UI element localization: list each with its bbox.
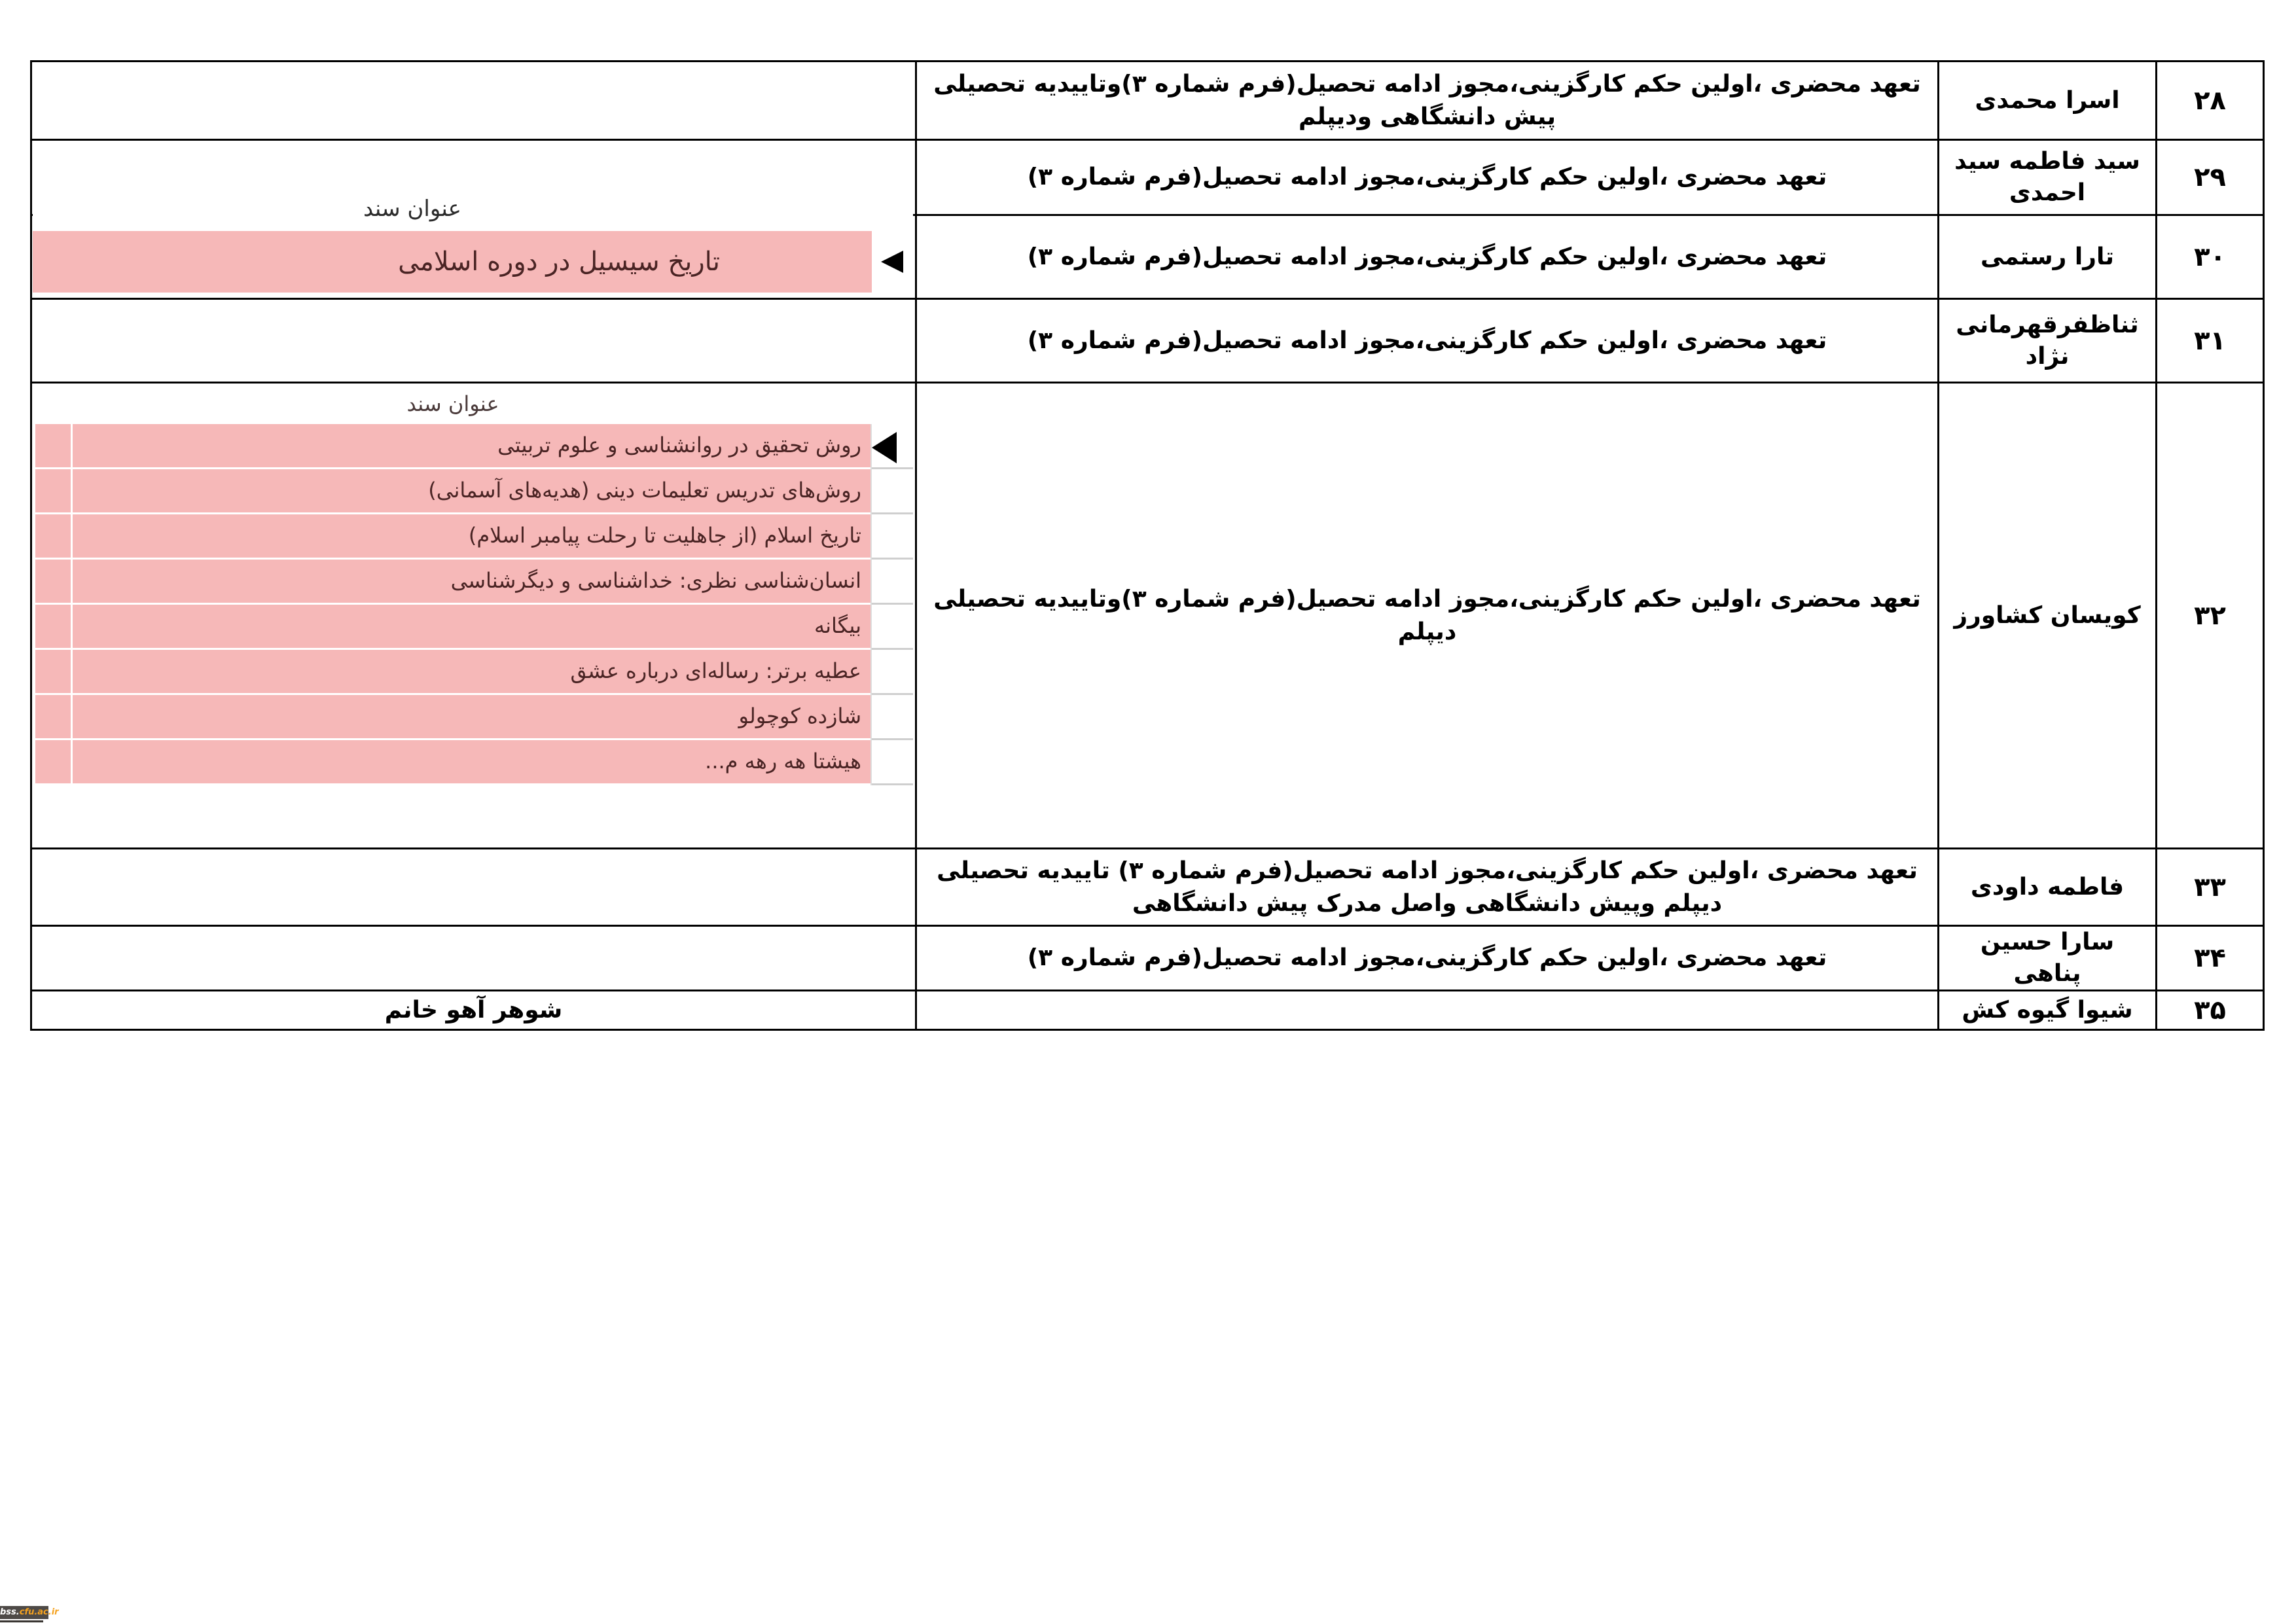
watermark-prefix: bss. (0, 1607, 20, 1617)
dropdown-item[interactable]: بیگانه (35, 605, 870, 650)
dropdown-item[interactable]: انسان‌شناسی نظری: خداشناسی و دیگرشناسی (35, 560, 870, 605)
table-row (31, 62, 2264, 140)
clipped-column-header: عنوان سند (363, 196, 461, 222)
table-row (31, 926, 2264, 991)
name-cell: سارا حسین پناهی (1939, 926, 2157, 991)
notes-cell (31, 62, 916, 140)
dropdown-overlay-small (33, 196, 913, 293)
row-number-cell: ۳۵ (2157, 991, 2264, 1030)
notes-cell (31, 849, 916, 926)
notes-cell (31, 299, 916, 383)
dropdown-item[interactable]: تاریخ سیسیل در دوره اسلامی (33, 231, 872, 293)
dropdown-item[interactable]: تاریخ اسلام (از جاهلیت تا رحلت پیامبر اسلام) (35, 514, 870, 560)
name-cell: اسرا محمدی (1939, 62, 2157, 140)
table-row (31, 849, 2264, 926)
documents-cell (916, 991, 1939, 1030)
column-header: عنوان سند (406, 391, 499, 416)
row-number-cell: ۳۱ (2157, 299, 2264, 383)
dropdown-item[interactable]: هیشتا هه رهه م... (35, 740, 870, 785)
row-number-cell: ۳۲ (2157, 383, 2264, 849)
documents-cell: تعهد محضری ،اولین حکم کارگزینی،مجوز ادامه تحصیل(فرم شماره ۳) (916, 926, 1939, 991)
row-number-cell: ۳۳ (2157, 849, 2264, 926)
documents-cell: تعهد محضری ،اولین حکم کارگزینی،مجوز ادامه تحصیل(فرم شماره ۳)وتاییدیه تحصیلی پیش دانشگاهی ودیپلم (916, 62, 1939, 140)
table-row (31, 991, 2264, 1030)
documents-cell: تعهد محضری ،اولین حکم کارگزینی،مجوز ادامه تحصیل(فرم شماره ۳)وتاییدیه تحصیلی دیپلم (916, 383, 1939, 849)
table-row (31, 299, 2264, 383)
row-selector-gutter (870, 424, 913, 785)
name-cell: ثناظفرقهرمانی نژاد (1939, 299, 2157, 383)
name-cell: فاطمه داودی (1939, 849, 2157, 926)
documents-cell: تعهد محضری ،اولین حکم کارگزینی،مجوز ادامه تحصیل(فرم شماره ۳) (916, 215, 1939, 299)
selected-row-marker-icon (881, 251, 903, 273)
documents-cell: تعهد محضری ،اولین حکم کارگزینی،مجوز ادامه تحصیل(فرم شماره ۳) تاییدیه تحصیلی دیپلم وپیش دانشگاهی واصل مدرک پیش دانشگاهی (916, 849, 1939, 926)
name-cell: تارا رستمی (1939, 215, 2157, 299)
row-number-cell: ۳۰ (2157, 215, 2264, 299)
documents-cell: تعهد محضری ،اولین حکم کارگزینی،مجوز ادامه تحصیل(فرم شماره ۳) (916, 299, 1939, 383)
list-column-divider (71, 424, 73, 785)
notes-cell: شوهر آهو خانم (31, 991, 916, 1030)
documents-cell: تعهد محضری ،اولین حکم کارگزینی،مجوز ادامه تحصیل(فرم شماره ۳) (916, 140, 1939, 215)
dropdown-item[interactable]: شازده کوچولو (35, 695, 870, 740)
name-cell: شیوا گیوه کش (1939, 991, 2157, 1030)
watermark-suffix: cfu.ac.ir (19, 1607, 59, 1617)
dropdown-item[interactable]: عطیه برتر: رساله‌ای درباره عشق (35, 650, 870, 695)
watermark-underline (0, 1620, 43, 1622)
watermark-badge (0, 1606, 59, 1619)
dropdown-item[interactable]: روش‌های تدریس تعلیمات دینی (هدیه‌های آسمانی) (35, 469, 870, 514)
row-number-cell: ۳۴ (2157, 926, 2264, 991)
name-cell: سید فاطمه سید احمدی (1939, 140, 2157, 215)
name-cell: کویسان کشاورز (1939, 383, 2157, 849)
selected-row-marker-icon (872, 432, 897, 463)
notes-cell (31, 926, 916, 991)
row-number-cell: ۲۹ (2157, 140, 2264, 215)
dropdown-overlay-large (33, 383, 913, 846)
dropdown-list (35, 424, 870, 785)
dropdown-item[interactable]: روش تحقیق در روانشناسی و علوم تربیتی (35, 424, 870, 469)
row-number-cell: ۲۸ (2157, 62, 2264, 140)
